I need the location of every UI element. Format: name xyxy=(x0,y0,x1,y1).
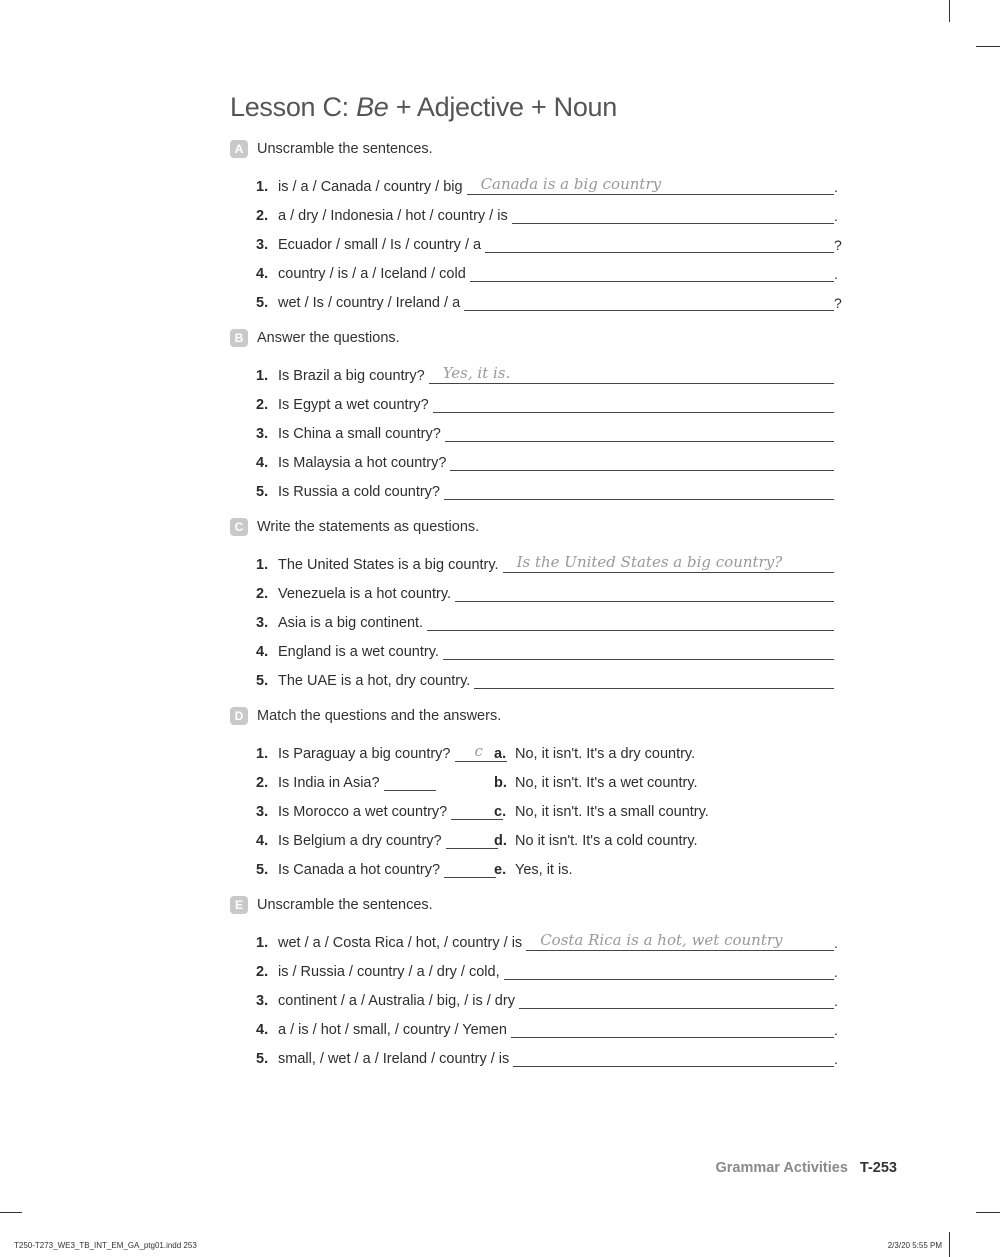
section-instruction: Match the questions and the answers. xyxy=(257,708,502,724)
section-instruction: Answer the questions. xyxy=(257,330,400,346)
exercise-item xyxy=(230,166,842,195)
match-answer-field[interactable] xyxy=(444,857,496,878)
item-prompt: a / is / hot / small, / country / Yemen xyxy=(278,1022,507,1038)
end-punctuation: . xyxy=(834,208,838,224)
exercise-item xyxy=(230,631,842,660)
crop-mark xyxy=(949,0,950,22)
match-question xyxy=(256,799,494,820)
match-question xyxy=(256,770,494,791)
section-b xyxy=(230,326,850,500)
exercise-item xyxy=(230,660,842,689)
answer-text: Costa Rica is a hot, wet country xyxy=(540,931,783,949)
answer-field[interactable] xyxy=(445,421,834,442)
match-option xyxy=(494,804,709,820)
option-letter: b. xyxy=(494,775,507,791)
end-punctuation: . xyxy=(834,964,838,980)
answer-text: Canada is a big country xyxy=(480,175,662,193)
item-number: 2. xyxy=(256,964,269,980)
match-question xyxy=(256,741,494,762)
match-item xyxy=(230,733,850,762)
item-number: 2. xyxy=(256,775,269,791)
answer-field[interactable] xyxy=(455,581,834,602)
item-number: 4. xyxy=(256,833,269,849)
section-e xyxy=(230,893,850,1067)
item-prompt: Is Paraguay a big country? xyxy=(278,746,451,762)
item-number: 1. xyxy=(256,935,269,951)
item-prompt: The United States is a big country. xyxy=(278,557,499,573)
end-punctuation: . xyxy=(834,179,838,195)
answer-field[interactable] xyxy=(513,1046,834,1067)
option-text: No, it isn't. It's a dry country. xyxy=(515,746,696,762)
end-punctuation: . xyxy=(834,1022,838,1038)
item-prompt: continent / a / Australia / big, / is / dry xyxy=(278,993,515,1009)
item-number: 5. xyxy=(256,862,269,878)
item-number: 3. xyxy=(256,426,269,442)
item-number: 4. xyxy=(256,1022,269,1038)
answer-text: Yes, it is. xyxy=(442,364,511,382)
match-answer-field[interactable] xyxy=(455,741,507,762)
crop-mark xyxy=(976,46,1000,47)
item-prompt: Is Canada a hot country? xyxy=(278,862,441,878)
exercise-item xyxy=(230,602,842,631)
match-question xyxy=(256,828,494,849)
item-prompt: wet / Is / country / Ireland / a xyxy=(278,295,461,311)
option-text: No, it isn't. It's a small country. xyxy=(515,804,709,820)
exercise-item xyxy=(230,224,842,253)
exercise-item xyxy=(230,951,842,980)
match-option xyxy=(494,746,695,762)
answer-field[interactable] xyxy=(512,203,834,224)
item-number: 1. xyxy=(256,368,269,384)
answer-field[interactable] xyxy=(504,959,834,980)
page-title: Lesson C: Be + Adjective + Noun xyxy=(230,92,617,122)
answer-field[interactable] xyxy=(464,290,834,311)
crop-mark xyxy=(976,1212,1000,1213)
exercise-item xyxy=(230,413,842,442)
item-prompt: Is India in Asia? xyxy=(278,775,380,791)
page-number: T-253 xyxy=(859,1160,897,1176)
item-number: 4. xyxy=(256,266,269,282)
item-number: 3. xyxy=(256,804,269,820)
option-text: No, it isn't. It's a wet country. xyxy=(515,775,698,791)
item-number: 3. xyxy=(256,615,269,631)
item-number: 5. xyxy=(256,484,269,500)
item-prompt: Is Malaysia a hot country? xyxy=(278,455,447,471)
option-letter: d. xyxy=(494,833,507,849)
item-number: 3. xyxy=(256,993,269,1009)
section-d xyxy=(230,704,850,878)
option-letter: e. xyxy=(494,862,507,878)
item-number: 1. xyxy=(256,179,269,195)
answer-field[interactable] xyxy=(467,174,834,195)
section-instruction: Write the statements as questions. xyxy=(257,519,480,535)
item-prompt: is / a / Canada / country / big xyxy=(278,179,463,195)
item-number: 3. xyxy=(256,237,269,253)
item-number: 5. xyxy=(256,673,269,689)
answer-text: c xyxy=(474,742,483,760)
item-number: 4. xyxy=(256,644,269,660)
item-prompt: is / Russia / country / a / dry / cold, xyxy=(278,964,500,980)
option-letter: c. xyxy=(494,804,507,820)
match-option xyxy=(494,862,573,878)
item-number: 2. xyxy=(256,586,269,602)
footer-label: Grammar Activities xyxy=(715,1160,848,1176)
answer-field[interactable] xyxy=(433,392,834,413)
section-c xyxy=(230,515,850,689)
page-footer xyxy=(715,1160,897,1176)
match-answer-field[interactable] xyxy=(384,770,436,791)
section-instruction: Unscramble the sentences. xyxy=(257,897,433,913)
answer-field[interactable] xyxy=(429,363,834,384)
match-item xyxy=(230,762,850,791)
item-prompt: small, / wet / a / Ireland / country / is xyxy=(278,1051,510,1067)
item-number: 4. xyxy=(256,455,269,471)
answer-field[interactable] xyxy=(444,479,834,500)
section-badge: C xyxy=(230,518,248,536)
item-prompt: Is Morocco a wet country? xyxy=(278,804,448,820)
item-number: 1. xyxy=(256,557,269,573)
item-prompt: England is a wet country. xyxy=(278,644,439,660)
item-prompt: wet / a / Costa Rica / hot, / country / is xyxy=(278,935,523,951)
item-number: 2. xyxy=(256,208,269,224)
item-number: 2. xyxy=(256,397,269,413)
section-badge: D xyxy=(230,707,248,725)
match-option xyxy=(494,775,698,791)
answer-field[interactable] xyxy=(450,450,834,471)
end-punctuation: . xyxy=(834,1051,838,1067)
crop-mark xyxy=(0,1212,22,1213)
exercise-item xyxy=(230,1009,842,1038)
item-prompt: Is Brazil a big country? xyxy=(278,368,425,384)
exercise-item xyxy=(230,471,842,500)
answer-field[interactable] xyxy=(511,1017,834,1038)
section-badge: B xyxy=(230,329,248,347)
answer-field[interactable] xyxy=(427,610,834,631)
item-prompt: Is Egypt a wet country? xyxy=(278,397,429,413)
option-text: No it isn't. It's a cold country. xyxy=(515,833,698,849)
exercise-item xyxy=(230,195,842,224)
item-prompt: The UAE is a hot, dry country. xyxy=(278,673,471,689)
answer-field[interactable] xyxy=(526,930,834,951)
section-badge: E xyxy=(230,896,248,914)
match-option xyxy=(494,833,698,849)
exercise-item xyxy=(230,980,842,1009)
date-slug: 2/3/20 5:55 PM xyxy=(887,1241,942,1250)
exercise-item xyxy=(230,253,842,282)
item-number: 5. xyxy=(256,295,269,311)
exercise-item xyxy=(230,384,842,413)
match-item xyxy=(230,791,850,820)
item-number: 5. xyxy=(256,1051,269,1067)
match-item xyxy=(230,849,850,878)
item-prompt: Is Belgium a dry country? xyxy=(278,833,442,849)
match-answer-field[interactable] xyxy=(446,828,498,849)
end-punctuation: ? xyxy=(834,237,842,253)
answer-field[interactable] xyxy=(470,261,834,282)
item-prompt: country / is / a / Iceland / cold xyxy=(278,266,466,282)
section-a xyxy=(230,137,850,311)
match-answer-field[interactable] xyxy=(451,799,503,820)
match-question xyxy=(256,857,494,878)
section-badge: A xyxy=(230,140,248,158)
match-item xyxy=(230,820,850,849)
end-punctuation: . xyxy=(834,993,838,1009)
answer-field[interactable] xyxy=(485,232,834,253)
item-prompt: Is China a small country? xyxy=(278,426,441,442)
crop-mark xyxy=(949,1232,950,1257)
exercise-item xyxy=(230,544,842,573)
exercise-item xyxy=(230,1038,842,1067)
item-prompt: Asia is a big continent. xyxy=(278,615,424,631)
section-instruction: Unscramble the sentences. xyxy=(257,141,433,157)
item-prompt: a / dry / Indonesia / hot / country / is xyxy=(278,208,508,224)
exercise-item xyxy=(230,355,842,384)
exercise-item xyxy=(230,573,842,602)
answer-field[interactable] xyxy=(503,552,834,573)
item-prompt: Is Russia a cold country? xyxy=(278,484,440,500)
end-punctuation: . xyxy=(834,935,838,951)
end-punctuation: ? xyxy=(834,295,842,311)
option-text: Yes, it is. xyxy=(515,862,573,878)
item-prompt: Ecuador / small / Is / country / a xyxy=(278,237,482,253)
exercise-item xyxy=(230,442,842,471)
item-prompt: Venezuela is a hot country. xyxy=(278,586,452,602)
option-letter: a. xyxy=(494,746,507,762)
exercise-item xyxy=(230,282,842,311)
file-slug: T250-T273_WE3_TB_INT_EM_GA_ptg01.indd 253 xyxy=(14,1241,197,1250)
item-number: 1. xyxy=(256,746,269,762)
answer-field[interactable] xyxy=(443,639,834,660)
exercise-item xyxy=(230,922,842,951)
answer-field[interactable] xyxy=(474,668,834,689)
answer-field[interactable] xyxy=(519,988,834,1009)
answer-text: Is the United States a big country? xyxy=(516,553,783,571)
end-punctuation: . xyxy=(834,266,838,282)
